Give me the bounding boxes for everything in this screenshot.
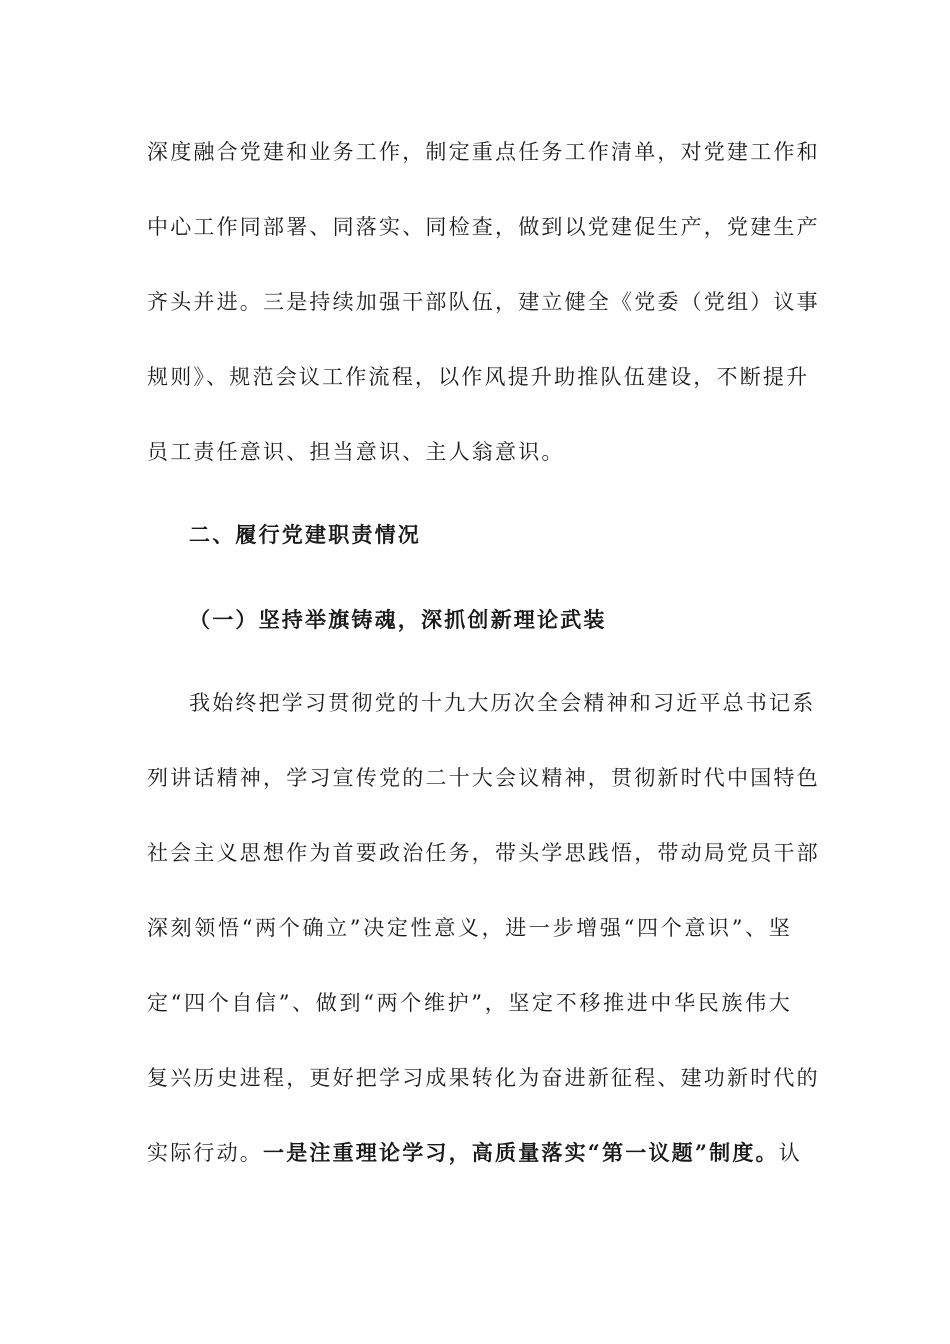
text-line: 中心工作同部署、同落实、同检查，做到以党建促生产，党建生产 bbox=[147, 215, 820, 239]
text-line: 我始终把学习贯彻党的十九大历次全会精神和习近平总书记系 bbox=[189, 691, 816, 715]
text-line: 定“四个自信”、做到“两个维护”，坚定不移推进中华民族伟大 bbox=[147, 991, 792, 1015]
paragraph-continuation bbox=[147, 130, 820, 474]
text-normal: 实际行动。 bbox=[147, 1141, 263, 1165]
text-line: 齐头并进。三是持续加强干部队伍，建立健全《党委（党组）议事 bbox=[147, 290, 820, 314]
text-line: 列讲话精神，学习宣传党的二十大会议精神，贯彻新时代中国特色 bbox=[147, 766, 820, 790]
text-line: 深度融合党建和业务工作，制定重点任务工作清单，对党建工作和 bbox=[147, 140, 820, 164]
text-line: 复兴历史进程，更好把学习成果转化为奋进新征程、建功新时代的 bbox=[147, 1066, 820, 1090]
text-line: 社会主义思想作为首要政治任务，带头学思践悟，带动局党员干部 bbox=[147, 841, 820, 865]
text-line-mixed bbox=[147, 1131, 802, 1175]
paragraph-body bbox=[147, 681, 820, 1175]
text-line: 规则》、规范会议工作流程，以作风提升助推队伍建设，不断提升 bbox=[147, 365, 810, 389]
subsection-heading: （一）坚持举旗铸魂，深抓创新理论武装 bbox=[189, 607, 607, 632]
text-normal: 认 bbox=[778, 1141, 802, 1165]
text-line: 深刻领悟“两个确立”决定性意义，进一步增强“四个意识”、坚 bbox=[147, 916, 792, 940]
section-heading: 二、履行党建职责情况 bbox=[189, 522, 421, 547]
text-line: 员工责任意识、担当意识、主人翁意识。 bbox=[147, 440, 565, 464]
text-bold: 一是注重理论学习，高质量落实“第一议题”制度。 bbox=[263, 1140, 779, 1165]
